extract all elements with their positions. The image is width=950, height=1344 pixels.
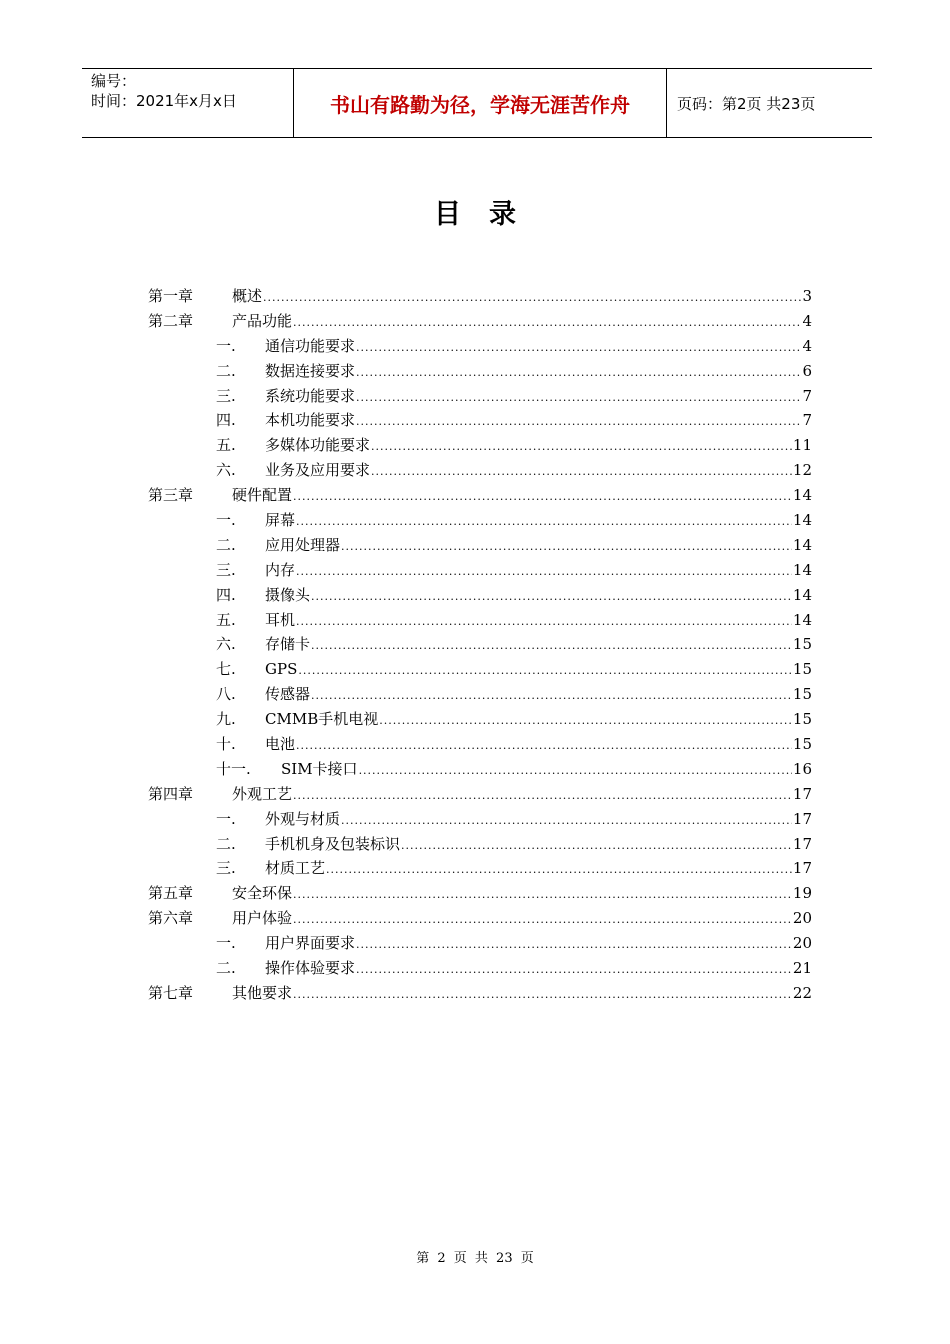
- toc-entry-page: 15: [792, 735, 812, 754]
- toc-leader-dots: [293, 784, 792, 809]
- toc-entry-number: 六.: [216, 635, 236, 654]
- toc-entry[interactable]: [148, 284, 812, 309]
- toc-entry-page: 15: [792, 635, 812, 654]
- toc-entry[interactable]: [148, 533, 812, 558]
- toc-entry-number: 十一.: [216, 759, 251, 778]
- toc-entry-page: 7: [802, 386, 812, 405]
- toc-leader-dots: [356, 336, 801, 361]
- toc-entry-title: 数据连接要求: [265, 361, 356, 380]
- toc-entry-page: 21: [792, 959, 812, 978]
- page-header: [82, 68, 872, 138]
- toc-entry-title: 安全环保: [232, 884, 293, 903]
- toc-entry-number: 三.: [216, 386, 236, 405]
- table-of-contents: [148, 284, 812, 1006]
- toc-entry[interactable]: [148, 931, 812, 956]
- toc-leader-dots: [311, 684, 792, 709]
- toc-entry[interactable]: [148, 682, 812, 707]
- toc-entry[interactable]: [148, 508, 812, 533]
- toc-entry[interactable]: [148, 956, 812, 981]
- toc-entry-page: 4: [802, 336, 812, 355]
- toc-leader-dots: [298, 659, 792, 684]
- toc-entry-title: 摄像头: [265, 585, 311, 604]
- toc-entry-page: 4: [802, 311, 812, 330]
- toc-entry-page: 14: [792, 511, 812, 530]
- toc-entry[interactable]: [148, 856, 812, 881]
- toc-entry-number: 十.: [216, 735, 236, 754]
- toc-leader-dots: [311, 634, 792, 659]
- header-meta: [82, 69, 294, 137]
- toc-leader-dots: [326, 858, 792, 883]
- toc-entry-number: 三.: [216, 859, 236, 878]
- toc-entry[interactable]: [148, 433, 812, 458]
- toc-entry-page: 17: [792, 784, 812, 803]
- toc-leader-dots: [359, 759, 792, 784]
- toc-entry[interactable]: [148, 657, 812, 682]
- toc-entry[interactable]: [148, 458, 812, 483]
- toc-entry-title: 用户体验: [232, 909, 293, 928]
- toc-entry-number: 四.: [216, 585, 236, 604]
- toc-entry[interactable]: [148, 483, 812, 508]
- toc-entry-title: 业务及应用要求: [265, 461, 371, 480]
- toc-entry-number: 一.: [216, 336, 236, 355]
- toc-leader-dots: [356, 933, 792, 958]
- toc-entry-number: 第二章: [148, 311, 194, 330]
- toc-leader-dots: [311, 585, 792, 610]
- toc-entry-title: 外观与材质: [265, 809, 341, 828]
- toc-entry-title: 内存: [265, 560, 296, 579]
- toc-entry-number: 一.: [216, 809, 236, 828]
- toc-entry-number: 二.: [216, 834, 236, 853]
- toc-entry-number: 九.: [216, 710, 236, 729]
- toc-leader-dots: [263, 286, 801, 311]
- toc-leader-dots: [293, 485, 792, 510]
- toc-leader-dots: [401, 834, 792, 859]
- toc-entry-title: 外观工艺: [232, 784, 293, 803]
- toc-entry[interactable]: [148, 757, 812, 782]
- toc-entry-title: 硬件配置: [232, 486, 293, 505]
- toc-entry-title: 屏幕: [265, 511, 296, 530]
- toc-entry[interactable]: [148, 732, 812, 757]
- toc-leader-dots: [371, 435, 792, 460]
- toc-entry-number: 八.: [216, 685, 236, 704]
- header-page-info: 页码：第2页 共23页: [677, 94, 816, 113]
- time-label: 时间：2021年x月x日: [91, 92, 237, 110]
- toc-entry-number: 第六章: [148, 909, 194, 928]
- toc-entry-number: 第七章: [148, 983, 194, 1002]
- toc-entry[interactable]: [148, 408, 812, 433]
- toc-entry-page: 14: [792, 585, 812, 604]
- toc-leader-dots: [356, 410, 801, 435]
- toc-entry-page: 11: [792, 436, 812, 455]
- toc-entry-number: 七.: [216, 660, 236, 679]
- toc-entry-page: 15: [792, 710, 812, 729]
- toc-entry-title: 用户界面要求: [265, 934, 356, 953]
- toc-leader-dots: [341, 809, 792, 834]
- toc-entry[interactable]: [148, 359, 812, 384]
- toc-entry-title: 存储卡: [265, 635, 311, 654]
- toc-leader-dots: [356, 361, 801, 386]
- page-footer: 第 2 页 共 23 页: [416, 1251, 534, 1266]
- toc-entry-page: 22: [792, 983, 812, 1002]
- page-title: 目录: [434, 199, 544, 230]
- toc-entry-page: 6: [802, 361, 812, 380]
- toc-entry-title: CMMB手机电视: [265, 710, 379, 729]
- toc-entry-title: SIM卡接口: [281, 759, 358, 778]
- toc-entry-number: 第三章: [148, 486, 194, 505]
- toc-entry[interactable]: [148, 334, 812, 359]
- toc-leader-dots: [296, 610, 792, 635]
- serial-label: 编号：: [91, 72, 137, 90]
- toc-entry-number: 二.: [216, 361, 236, 380]
- toc-entry-number: 第五章: [148, 884, 194, 903]
- toc-leader-dots: [293, 311, 801, 336]
- toc-entry-title: 其他要求: [232, 983, 293, 1002]
- toc-entry[interactable]: [148, 558, 812, 583]
- toc-entry-page: 14: [792, 486, 812, 505]
- toc-entry[interactable]: [148, 707, 812, 732]
- toc-leader-dots: [356, 958, 792, 983]
- toc-entry-title: 操作体验要求: [265, 959, 356, 978]
- toc-entry[interactable]: [148, 632, 812, 657]
- toc-leader-dots: [296, 734, 792, 759]
- toc-entry-title: 电池: [265, 735, 296, 754]
- toc-entry-number: 第四章: [148, 784, 194, 803]
- toc-entry-title: 手机机身及包装标识: [265, 834, 401, 853]
- toc-entry[interactable]: [148, 981, 812, 1006]
- toc-leader-dots: [379, 709, 792, 734]
- toc-entry-page: 20: [792, 909, 812, 928]
- toc-leader-dots: [371, 460, 792, 485]
- toc-entry[interactable]: [148, 309, 812, 334]
- toc-entry-title: 本机功能要求: [265, 411, 356, 430]
- toc-entry-page: 7: [802, 411, 812, 430]
- toc-leader-dots: [341, 535, 792, 560]
- toc-entry-title: 应用处理器: [265, 535, 341, 554]
- toc-entry-page: 14: [792, 560, 812, 579]
- toc-entry-page: 17: [792, 809, 812, 828]
- toc-entry[interactable]: [148, 881, 812, 906]
- toc-entry-page: 19: [792, 884, 812, 903]
- toc-entry-title: 多媒体功能要求: [265, 436, 371, 455]
- toc-leader-dots: [293, 983, 792, 1008]
- toc-entry-title: 材质工艺: [265, 859, 326, 878]
- toc-entry[interactable]: [148, 832, 812, 857]
- toc-entry-number: 第一章: [148, 287, 194, 305]
- toc-entry-number: 六.: [216, 461, 236, 480]
- toc-entry-title: 传感器: [265, 685, 311, 704]
- toc-leader-dots: [293, 883, 792, 908]
- toc-entry[interactable]: [148, 384, 812, 409]
- toc-entry-page: 15: [792, 660, 812, 679]
- toc-entry-page: 17: [792, 834, 812, 853]
- toc-entry[interactable]: [148, 807, 812, 832]
- toc-entry-number: 二.: [216, 535, 236, 554]
- toc-entry-title: 系统功能要求: [265, 386, 356, 405]
- toc-entry[interactable]: [148, 608, 812, 633]
- toc-leader-dots: [296, 560, 792, 585]
- toc-entry-title: 耳机: [265, 610, 296, 629]
- toc-entry[interactable]: [148, 782, 812, 807]
- toc-entry-page: 17: [792, 859, 812, 878]
- toc-entry-title: 概述: [232, 287, 263, 305]
- toc-entry-number: 二.: [216, 959, 236, 978]
- toc-leader-dots: [296, 510, 792, 535]
- toc-leader-dots: [293, 908, 792, 933]
- toc-entry-title: GPS: [265, 660, 298, 679]
- toc-entry-page: 15: [792, 685, 812, 704]
- toc-entry-page: 14: [792, 610, 812, 629]
- toc-entry-page: 14: [792, 535, 812, 554]
- toc-entry-page: 12: [792, 461, 812, 480]
- header-motto: 书山有路勤为径，学海无涯苦作舟: [294, 69, 667, 137]
- toc-entry-number: 四.: [216, 411, 236, 430]
- toc-leader-dots: [356, 386, 801, 411]
- toc-entry[interactable]: [148, 583, 812, 608]
- toc-entry-page: 20: [792, 934, 812, 953]
- toc-entry-title: 通信功能要求: [265, 336, 356, 355]
- toc-entry-number: 一.: [216, 934, 236, 953]
- toc-entry[interactable]: [148, 906, 812, 931]
- toc-entry-number: 五.: [216, 610, 236, 629]
- toc-entry-page: 3: [802, 287, 812, 305]
- toc-entry-number: 五.: [216, 436, 236, 455]
- toc-entry-page: 16: [792, 759, 812, 778]
- toc-entry-number: 一.: [216, 511, 236, 530]
- toc-entry-number: 三.: [216, 560, 236, 579]
- toc-entry-title: 产品功能: [232, 311, 293, 330]
